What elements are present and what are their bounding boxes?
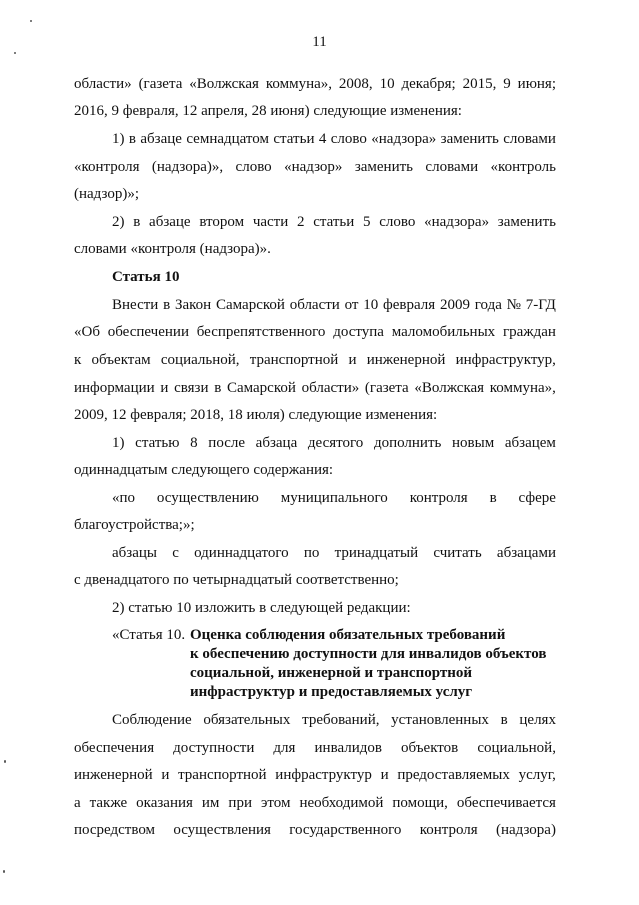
word: Самарской [226,380,296,396]
quote-line2: благоустройства;»; [74,517,195,533]
word: обязательных [203,712,291,728]
word: информации [74,380,155,396]
renumber-line2: с двенадцатого по четырнадцатый соответственно; [74,572,399,588]
scan-speck [4,760,6,763]
word: «Волжская [189,76,259,92]
word: Соблюдение [112,712,192,728]
word: 1) [112,131,125,147]
body-line2 [74,738,556,758]
intro-line1 [112,295,556,315]
word: граждан [502,324,556,340]
word: словами [503,131,556,147]
word: контроля [419,822,478,838]
item1-line3: (надзор)»; [74,186,139,202]
word: области» [301,380,360,396]
word: обеспечения [74,740,155,756]
word: доступа [333,324,384,340]
word: абзаца [255,435,298,451]
word: года [474,297,502,313]
word: инженерной [74,767,153,783]
word: 2 [296,214,305,230]
body-line4 [74,793,556,813]
item2-line2: словами «контроля (надзора)». [74,241,271,257]
word: помощи, [392,795,448,811]
word: Внести [112,297,159,313]
word: «контроля [74,159,140,175]
word: в [500,712,508,728]
item1-line1 [112,129,556,149]
word: обеспечении [107,324,189,340]
word: заменить [497,214,556,230]
word: тринадцатый [334,545,419,561]
word: № [506,297,521,313]
word: семнадцатом [186,131,269,147]
intro-line5: 2009, 12 февраля; 2018, 18 июля) следующие изменения: [74,407,438,423]
word: (надзора) [495,822,556,838]
word: февраля [383,297,436,313]
para1-line2: 2016, 9 февраля, 12 апреля, 28 июня) следующие изменения: [74,103,462,119]
word: 2008, [338,76,373,92]
quote-line1 [112,488,556,508]
intro-line4 [74,378,556,398]
new-article-title-2: к обеспечению доступности для инвалидов объектов [190,646,547,662]
a1-line2: одиннадцатым следующего содержания: [74,462,334,478]
word: 10 [363,297,379,313]
word: сфере [518,490,556,506]
word: а [74,795,81,811]
word: 5 [363,214,371,230]
word: муниципального [280,490,388,506]
word: этом [260,795,291,811]
word: инженерной [366,352,446,368]
word: коммуна», [265,76,333,92]
word: статьи [273,131,315,147]
article-heading: Статья 10 [112,269,180,285]
word: считать [433,545,482,561]
word: 2) [112,214,125,230]
renumber-line1 [112,543,556,563]
word: (газета [364,380,409,396]
word: июня; [517,76,556,92]
new-article-title-3: социальной, инженерной и транспортной [190,665,473,681]
scan-speck [14,52,16,54]
word: статью [135,435,180,451]
word: инфраструктур [275,767,372,783]
word: 10 [379,76,395,92]
word: по [303,545,320,561]
word: от [344,297,359,313]
word: контроля [409,490,468,506]
word: целях [519,712,556,728]
word: маломобильных [391,324,496,340]
scan-speck [30,20,32,22]
word: транспортной [178,767,267,783]
word: слово [379,214,416,230]
new-article-title-4: инфраструктур и предоставляемых услуг [190,684,473,700]
word: «Волжская [414,380,485,396]
word: слово [235,159,272,175]
word: Закон [174,297,212,313]
word: «надзор» [284,159,343,175]
word: одиннадцатого [194,545,289,561]
word: абзацем [504,435,556,451]
word: в [489,490,497,506]
word: 2015, [462,76,497,92]
word: «надзора» [424,214,490,230]
word: и [380,767,389,783]
word: в [128,131,136,147]
a1-line1 [112,433,556,453]
word: установленных [391,712,489,728]
word: статьи [313,214,355,230]
word: требований, [302,712,380,728]
word: также [89,795,128,811]
word: «контроль [490,159,556,175]
word: дополнить [373,435,442,451]
word: области [289,297,340,313]
word: им [201,795,220,811]
word: к [74,352,82,368]
word: с [172,545,179,561]
word: втором [199,214,245,230]
body-line5 [74,820,556,840]
body-line1 [112,710,556,730]
word: абзаце [140,131,182,147]
word: 1) [112,435,125,451]
word: оказания [136,795,193,811]
item1-line2 [74,157,556,177]
new-article-title-1: Оценка соблюдения обязательных требований [190,627,506,643]
word: посредством [74,822,156,838]
word: абзаце [149,214,191,230]
word: слово [330,131,367,147]
word: социальной, [477,740,556,756]
intro-line2 [74,322,556,342]
a2-line: 2) статью 10 изложить в следующей редакции: [112,600,411,616]
para1-line1 [74,74,556,94]
word: Самарской [215,297,285,313]
word: при [228,795,252,811]
word: (надзора)», [151,159,224,175]
word: государственного [289,822,402,838]
word: для [273,740,296,756]
word: инвалидов [314,740,382,756]
word: заменить [440,131,499,147]
word: абзацы [112,545,157,561]
word: абзацами [496,545,556,561]
word: коммуна», [489,380,556,396]
word: и [161,767,170,783]
word: осуществления [173,822,271,838]
word: предоставляемых [397,767,510,783]
item2-line1 [112,212,556,232]
word: части [252,214,289,230]
word: связи [174,380,209,396]
page-number: 11 [312,34,327,50]
word: после [208,435,245,451]
word: 7-ГД [525,297,556,313]
word: «надзора» [371,131,437,147]
word: «Об [74,324,100,340]
word: в [133,214,141,230]
intro-line3 [74,350,556,370]
word: (газета [138,76,183,92]
word: объектов [401,740,459,756]
word: транспортной [249,352,339,368]
word: 8 [190,435,198,451]
word: области» [74,76,132,92]
word: беспрепятственного [196,324,326,340]
word: словами [425,159,479,175]
word: обеспечивается [456,795,556,811]
word: доступности [173,740,255,756]
word: заменить [354,159,414,175]
new-article-prefix: «Статья 10. [112,627,186,643]
word: социальной, [160,352,240,368]
word: услуг, [518,767,556,783]
word: 9 [503,76,511,92]
word: «по [112,490,136,506]
word: осуществлению [156,490,259,506]
word: и [348,352,357,368]
word: десятого [307,435,364,451]
word: 4 [318,131,327,147]
word: в [214,380,222,396]
word: 2009 [439,297,470,313]
word: в [163,297,171,313]
word: инфраструктур, [455,352,556,368]
body-line3 [74,765,556,785]
word: новым [452,435,495,451]
word: необходимой [299,795,384,811]
word: объектам [91,352,151,368]
word: декабря; [401,76,456,92]
word: и [160,380,169,396]
scan-speck [3,870,5,873]
